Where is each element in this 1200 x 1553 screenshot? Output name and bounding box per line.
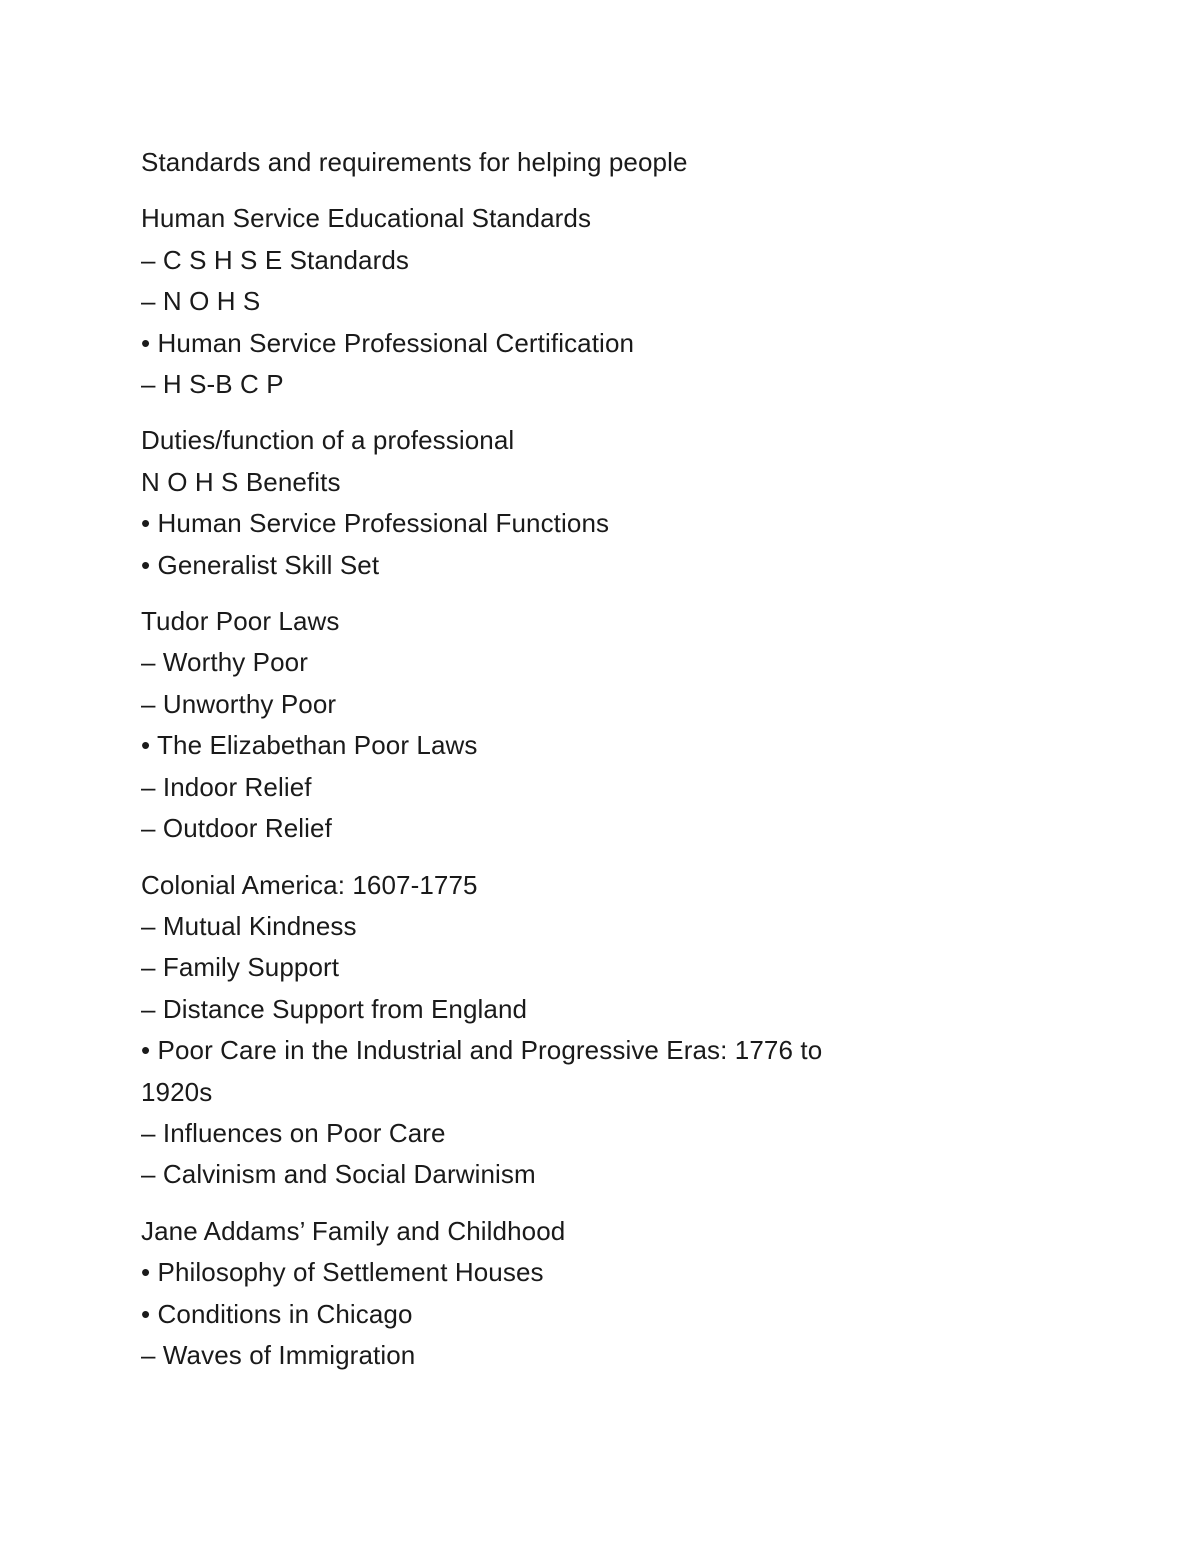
- list-item: • Philosophy of Settlement Houses: [141, 1257, 544, 1288]
- section-intro: [141, 142, 1041, 183]
- list-item: – Influences on Poor Care: [141, 1117, 446, 1148]
- list-item: N O H S Benefits: [141, 466, 341, 497]
- list-item: – N O H S: [141, 286, 261, 317]
- list-item: – Mutual Kindness: [141, 910, 357, 941]
- section-standards: [141, 198, 1041, 405]
- section-heading: Colonial America: 1607-1775: [141, 869, 478, 900]
- list-item: • Generalist Skill Set: [141, 549, 380, 580]
- list-item: – Unworthy Poor: [141, 688, 337, 719]
- list-item: – Outdoor Relief: [141, 813, 332, 844]
- list-item: • Human Service Professional Functions: [141, 508, 610, 539]
- document-title: Standards and requirements for helping people: [141, 147, 688, 177]
- list-item: – Calvinism and Social Darwinism: [141, 1159, 536, 1190]
- list-item: – Waves of Immigration: [141, 1339, 416, 1370]
- list-item: – Indoor Relief: [141, 771, 312, 802]
- section-colonial-america: [141, 865, 1041, 1196]
- section-heading: Jane Addams’ Family and Childhood: [141, 1215, 566, 1246]
- section-heading: Human Service Educational Standards: [141, 203, 592, 234]
- list-item: – Distance Support from England: [141, 993, 528, 1024]
- list-item: – C S H S E Standards: [141, 244, 410, 275]
- list-item: • Conditions in Chicago: [141, 1298, 413, 1329]
- list-item: • Poor Care in the Industrial and Progressive Eras: 1776 to: [141, 1035, 823, 1066]
- list-item: – Worthy Poor: [141, 647, 308, 678]
- list-item: – Family Support: [141, 952, 340, 983]
- list-item: – H S-B C P: [141, 369, 284, 400]
- section-heading: Duties/function of a professional: [141, 425, 515, 456]
- section-jane-addams: [141, 1211, 1041, 1377]
- list-item: • The Elizabethan Poor Laws: [141, 730, 478, 761]
- list-item: • Human Service Professional Certification: [141, 327, 635, 358]
- section-heading: Tudor Poor Laws: [141, 606, 340, 637]
- list-item-continuation: 1920s: [141, 1076, 213, 1107]
- section-tudor-poor-laws: [141, 601, 1041, 849]
- document-body: [141, 142, 1041, 1391]
- section-duties: [141, 420, 1041, 586]
